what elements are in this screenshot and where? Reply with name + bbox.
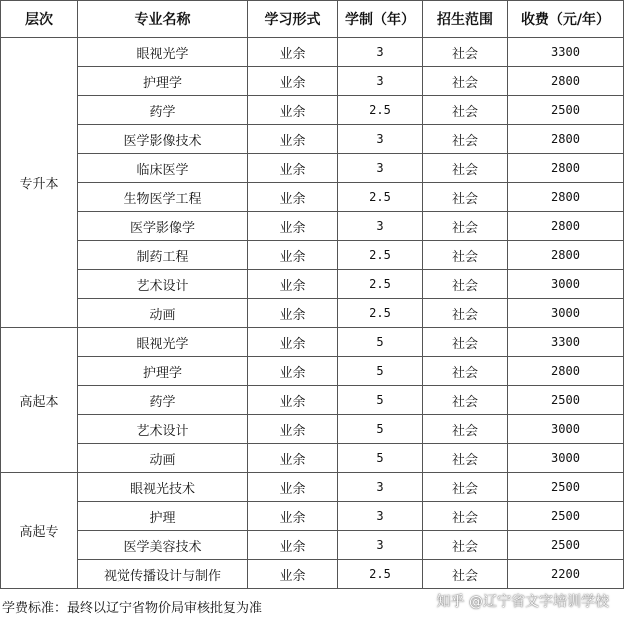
table-row [1,502,624,531]
major-cell: 动画 [78,299,248,328]
duration-cell: 5 [338,444,423,473]
mode-cell: 业余 [248,357,338,386]
duration-cell: 3 [338,473,423,502]
major-cell: 临床医学 [78,154,248,183]
table-row [1,38,624,67]
table-row [1,270,624,299]
level-cell: 专升本 [1,38,78,328]
table-row [1,415,624,444]
fee-cell: 3300 [508,328,624,357]
fee-cell: 2500 [508,531,624,560]
major-cell: 护理 [78,502,248,531]
duration-cell: 2.5 [338,241,423,270]
major-cell: 视觉传播设计与制作 [78,560,248,589]
fee-cell: 2800 [508,212,624,241]
major-cell: 药学 [78,96,248,125]
scope-cell: 社会 [423,183,508,212]
mode-cell: 业余 [248,183,338,212]
mode-cell: 业余 [248,531,338,560]
major-cell: 动画 [78,444,248,473]
scope-cell: 社会 [423,38,508,67]
scope-cell: 社会 [423,67,508,96]
mode-cell: 业余 [248,473,338,502]
fee-cell: 2800 [508,357,624,386]
mode-cell: 业余 [248,67,338,96]
mode-cell: 业余 [248,299,338,328]
scope-cell: 社会 [423,415,508,444]
scope-cell: 社会 [423,357,508,386]
fee-cell: 3000 [508,299,624,328]
fee-cell: 3000 [508,444,624,473]
major-cell: 制药工程 [78,241,248,270]
major-cell: 医学影像学 [78,212,248,241]
major-cell: 护理学 [78,67,248,96]
header-major: 专业名称 [78,1,248,38]
table-row [1,299,624,328]
scope-cell: 社会 [423,96,508,125]
scope-cell: 社会 [423,299,508,328]
scope-cell: 社会 [423,502,508,531]
fee-cell: 2800 [508,154,624,183]
header-fee: 收费（元/年） [508,1,624,38]
mode-cell: 业余 [248,38,338,67]
table-row [1,560,624,589]
header-duration: 学制（年） [338,1,423,38]
mode-cell: 业余 [248,560,338,589]
scope-cell: 社会 [423,125,508,154]
major-cell: 护理学 [78,357,248,386]
fee-cell: 2500 [508,96,624,125]
header-row [1,1,624,38]
fee-cell: 2800 [508,67,624,96]
header-mode: 学习形式 [248,1,338,38]
duration-cell: 2.5 [338,183,423,212]
header-scope: 招生范围 [423,1,508,38]
table-row [1,241,624,270]
major-cell: 艺术设计 [78,270,248,299]
major-cell: 眼视光学 [78,328,248,357]
major-cell: 生物医学工程 [78,183,248,212]
duration-cell: 2.5 [338,560,423,589]
duration-cell: 5 [338,328,423,357]
scope-cell: 社会 [423,531,508,560]
scope-cell: 社会 [423,560,508,589]
fee-cell: 2800 [508,183,624,212]
fee-cell: 3300 [508,38,624,67]
fee-cell: 2500 [508,386,624,415]
duration-cell: 3 [338,125,423,154]
table-row [1,125,624,154]
duration-cell: 2.5 [338,270,423,299]
fee-cell: 2500 [508,473,624,502]
table-row [1,357,624,386]
fee-cell: 3000 [508,270,624,299]
table-row [1,96,624,125]
major-cell: 医学影像技术 [78,125,248,154]
level-cell: 高起专 [1,473,78,589]
scope-cell: 社会 [423,444,508,473]
mode-cell: 业余 [248,328,338,357]
scope-cell: 社会 [423,241,508,270]
major-cell: 眼视光学 [78,38,248,67]
mode-cell: 业余 [248,154,338,183]
major-cell: 医学美容技术 [78,531,248,560]
mode-cell: 业余 [248,96,338,125]
scope-cell: 社会 [423,328,508,357]
duration-cell: 2.5 [338,299,423,328]
mode-cell: 业余 [248,386,338,415]
fee-cell: 2200 [508,560,624,589]
fee-cell: 2800 [508,125,624,154]
major-cell: 艺术设计 [78,415,248,444]
scope-cell: 社会 [423,473,508,502]
table-row [1,328,624,357]
table-row [1,473,624,502]
major-cell: 药学 [78,386,248,415]
duration-cell: 5 [338,357,423,386]
mode-cell: 业余 [248,415,338,444]
duration-cell: 2.5 [338,96,423,125]
mode-cell: 业余 [248,502,338,531]
header-level: 层次 [1,1,78,38]
watermark-text: 知乎 @辽宁省文字培训学校 [436,594,609,610]
mode-cell: 业余 [248,212,338,241]
table-row [1,386,624,415]
duration-cell: 3 [338,502,423,531]
mode-cell: 业余 [248,444,338,473]
fee-cell: 2500 [508,502,624,531]
scope-cell: 社会 [423,154,508,183]
fee-cell: 2800 [508,241,624,270]
fee-note: 学费标准：最终以辽宁省物价局审核批复为准 [2,601,263,616]
table-row [1,212,624,241]
mode-cell: 业余 [248,270,338,299]
table-row [1,531,624,560]
duration-cell: 3 [338,212,423,241]
scope-cell: 社会 [423,386,508,415]
duration-cell: 3 [338,154,423,183]
major-cell: 眼视光技术 [78,473,248,502]
table-row [1,154,624,183]
scope-cell: 社会 [423,270,508,299]
table-row [1,183,624,212]
scope-cell: 社会 [423,212,508,241]
table-row [1,67,624,96]
table-body [1,38,624,589]
duration-cell: 5 [338,415,423,444]
mode-cell: 业余 [248,125,338,154]
mode-cell: 业余 [248,241,338,270]
table-row [1,444,624,473]
duration-cell: 3 [338,531,423,560]
fee-cell: 3000 [508,415,624,444]
duration-cell: 3 [338,38,423,67]
level-cell: 高起本 [1,328,78,473]
duration-cell: 5 [338,386,423,415]
duration-cell: 3 [338,67,423,96]
